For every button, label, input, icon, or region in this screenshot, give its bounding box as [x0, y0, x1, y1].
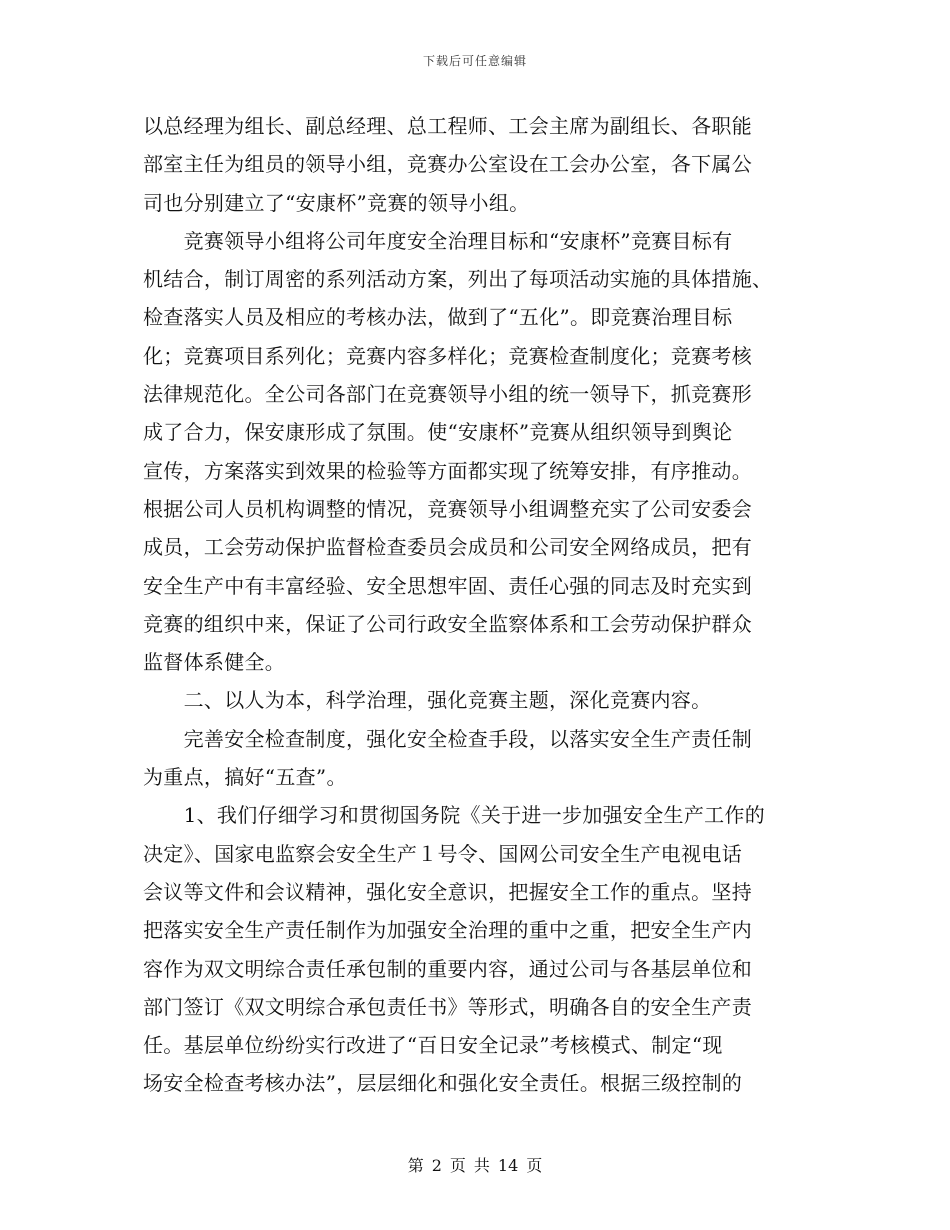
page-label-ye: 页 — [526, 1156, 543, 1175]
text-line: 宣传，方案落实到效果的检验等方面都实现了统筹安排，有序推动。 — [143, 458, 752, 483]
text-line: 1、我们仔细学习和贯彻国务院《关于进一步加强安全生产工作的 — [143, 803, 766, 828]
text-line: 以总经理为组长、副总经理、总工程师、工会主席为副组长、各职能 — [143, 114, 752, 138]
text-line: 场安全检查考核办法”，层层细化和强化安全责任。根据三级控制的 — [143, 1071, 743, 1096]
text-line: 根据公司人员机构调整的情况，竞赛领导小组调整充实了公司安委会 — [143, 496, 752, 521]
text-line: 成员，工会劳动保护监督检查委员会成员和公司安全网络成员，把有 — [143, 535, 752, 560]
text-line: 监督体系健全。 — [143, 650, 286, 675]
text-line: 任。基层单位纷纷实行改进了“百日安全记录”考核模式、制定“现 — [143, 1033, 723, 1058]
document-body — [143, 107, 815, 1103]
text-line: 司也分别建立了“安康杯”竞赛的领导小组。 — [143, 190, 530, 215]
page-header: 下载后可任意编辑 — [422, 54, 527, 68]
text-line: 容作为双文明综合责任承包制的重要内容，通过公司与各基层单位和 — [143, 956, 752, 981]
text-line: 决定》、国家电监察会安全生产１号令、国网公司安全生产电视电话 — [143, 841, 742, 866]
page-label-ye: 页 — [449, 1156, 466, 1175]
text-line: 机结合，制订周密的系列活动方案，列出了每项活动实施的具体措施、 — [143, 267, 773, 292]
text-line: 把落实安全生产责任制作为加强安全治理的重中之重，把安全生产内 — [143, 918, 752, 943]
section-heading: 二、以人为本，科学治理，强化竞赛主题，深化竞赛内容。 — [143, 688, 712, 713]
page-footer — [0, 1153, 950, 1176]
text-line: 竞赛领导小组将公司年度安全治理目标和“安康杯”竞赛目标有 — [143, 228, 733, 253]
text-line: 化；竞赛项目系列化；竞赛内容多样化；竞赛检查制度化；竞赛考核 — [143, 343, 752, 368]
text-line: 检查落实人员及相应的考核办法，做到了“五化”。即竞赛治理目标 — [143, 305, 733, 330]
text-line: 法律规范化。全公司各部门在竞赛领导小组的统一领导下，抓竞赛形 — [143, 382, 752, 407]
text-line: 安全生产中有丰富经验、安全思想牢固、责任心强的同志及时充实到 — [143, 573, 752, 598]
current-page-number: 2 — [431, 1156, 442, 1175]
text-line: 会议等文件和会议精神，强化安全意识，把握安全工作的重点。坚持 — [143, 879, 752, 904]
text-line: 完善安全检查制度，强化安全检查手段，以落实安全生产责任制 — [143, 726, 752, 751]
text-line: 竞赛的组织中来，保证了公司行政安全监察体系和工会劳动保护群众 — [143, 611, 752, 636]
text-line: 部门签订《双文明综合承包责任书》等形式，明确各自的安全生产责 — [143, 994, 752, 1019]
total-pages-number: 14 — [497, 1156, 519, 1175]
text-line: 部室主任为组员的领导小组，竞赛办公室设在工会办公室，各下属公 — [143, 152, 752, 177]
page-label-di: 第 — [407, 1156, 424, 1175]
text-line: 成了合力，保安康形成了氛围。使“安康杯”竞赛从组织领导到舆论 — [143, 420, 733, 445]
text-line: 为重点，搞好“五查”。 — [143, 765, 347, 790]
page-label-gong: 共 — [473, 1156, 490, 1175]
